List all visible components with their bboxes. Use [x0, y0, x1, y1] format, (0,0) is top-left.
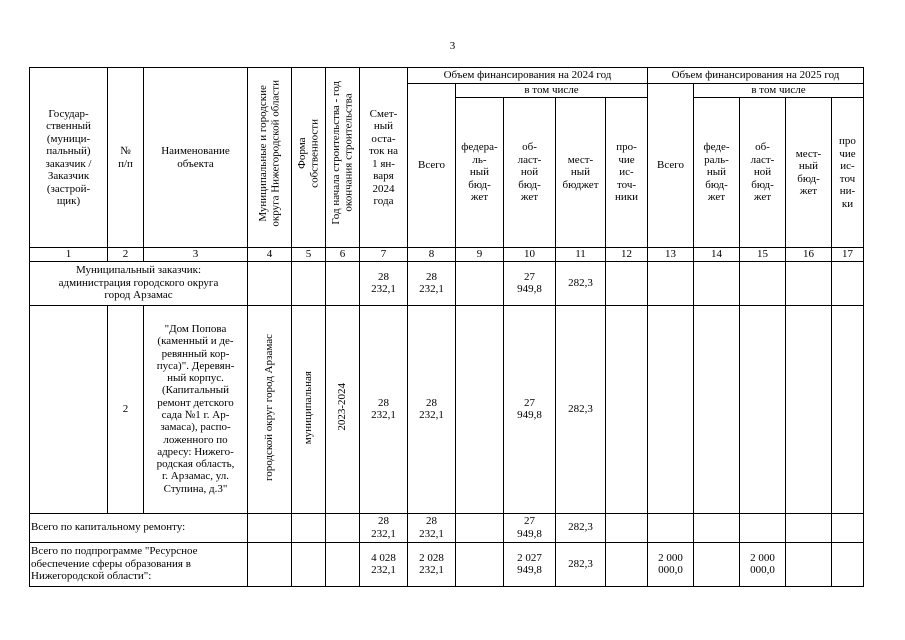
- object-name: "Дом Попова (каменный и де- ревянный кор- пуса)". Деревян- ный корпус. (Капитальный ремонт детского сада №1 г. Ар- замаса), распо- ложенного по адресу: Нижего- родская область, г. Арзамас, ул. Ступина, д.3": [144, 305, 248, 513]
- col-number: 2: [108, 248, 144, 262]
- header-other-2025: про чие ис- точ ни- ки: [832, 98, 864, 248]
- header-years-cell: [326, 68, 360, 248]
- header-regional-2025: об- ласт- ной бюд- жет: [740, 98, 786, 248]
- empty-cell: [740, 305, 786, 513]
- header-federal-2025: феде- раль- ный бюд- жет: [694, 98, 740, 248]
- empty-cell: [326, 513, 360, 542]
- col-number: 14: [694, 248, 740, 262]
- empty-cell: [786, 513, 832, 542]
- customer-row: [30, 261, 864, 305]
- empty-cell: [456, 542, 504, 586]
- col-number: 3: [144, 248, 248, 262]
- header-fin-2025: Объем финансирования на 2025 год: [648, 68, 864, 84]
- page-number: 3: [449, 40, 456, 52]
- cell-local-2024: 282,3: [556, 513, 606, 542]
- empty-cell: [648, 513, 694, 542]
- col-number: 4: [248, 248, 292, 262]
- header-municipality-cell: [248, 68, 292, 248]
- header-federal-2024: федера- ль- ный бюд- жет: [456, 98, 504, 248]
- header-ownership: Форма собственности: [296, 118, 321, 188]
- header-total-2025: Всего: [648, 84, 694, 248]
- col-number: 8: [408, 248, 456, 262]
- empty-cell: [740, 513, 786, 542]
- empty-cell: [248, 261, 292, 305]
- object-years-cell: [326, 305, 360, 513]
- cell-remaining: 4 028 232,1: [360, 542, 408, 586]
- header-local-2025: мест- ный бюд- жет: [786, 98, 832, 248]
- cell-remaining: 28 232,1: [360, 305, 408, 513]
- empty-cell: [740, 261, 786, 305]
- empty-cell: [30, 305, 108, 513]
- cell-regional-2024: 2 027 949,8: [504, 542, 556, 586]
- object-municipality-cell: [248, 305, 292, 513]
- cell-regional-2025: 2 000 000,0: [740, 542, 786, 586]
- cell-total-2024: 28 232,1: [408, 305, 456, 513]
- col-number: 5: [292, 248, 326, 262]
- empty-cell: [456, 305, 504, 513]
- empty-cell: [648, 261, 694, 305]
- empty-cell: [694, 261, 740, 305]
- col-number: 1: [30, 248, 108, 262]
- cell-total-2024: 2 028 232,1: [408, 542, 456, 586]
- col-number: 10: [504, 248, 556, 262]
- cell-remaining: 28 232,1: [360, 513, 408, 542]
- header-customer: Государ- ственный (муници- пальный) заказчик / Заказчик (застрой- щик): [30, 68, 108, 248]
- empty-cell: [648, 305, 694, 513]
- cell-total-2025: 2 000 000,0: [648, 542, 694, 586]
- empty-cell: [326, 542, 360, 586]
- empty-cell: [694, 513, 740, 542]
- header-object-name: Наименование объекта: [144, 68, 248, 248]
- cell-regional-2024: 27 949,8: [504, 261, 556, 305]
- cell-total-2024: 28 232,1: [408, 261, 456, 305]
- object-ownership: муниципальная: [302, 370, 315, 444]
- col-number: 6: [326, 248, 360, 262]
- empty-cell: [606, 542, 648, 586]
- total-capital-label: Всего по капитальному ремонту:: [30, 513, 248, 542]
- empty-cell: [832, 305, 864, 513]
- header-municipality: Муниципальные и городские округа Нижегородской области: [257, 79, 282, 227]
- header-including-2024: в том числе: [456, 84, 648, 98]
- empty-cell: [326, 261, 360, 305]
- empty-cell: [786, 305, 832, 513]
- header-fin-2024: Объем финансирования на 2024 год: [408, 68, 648, 84]
- empty-cell: [832, 261, 864, 305]
- header-total-2024: Всего: [408, 84, 456, 248]
- header-ownership-cell: [292, 68, 326, 248]
- header-other-2024: про- чие ис- точ- ники: [606, 98, 648, 248]
- col-number: 9: [456, 248, 504, 262]
- empty-cell: [606, 261, 648, 305]
- empty-cell: [456, 261, 504, 305]
- total-capital-row: [30, 513, 864, 542]
- cell-local-2024: 282,3: [556, 305, 606, 513]
- col-number: 16: [786, 248, 832, 262]
- cell-total-2024: 28 232,1: [408, 513, 456, 542]
- empty-cell: [606, 305, 648, 513]
- col-number: 11: [556, 248, 606, 262]
- cell-local-2024: 282,3: [556, 261, 606, 305]
- empty-cell: [606, 513, 648, 542]
- object-num: 2: [108, 305, 144, 513]
- empty-cell: [248, 513, 292, 542]
- col-number: 17: [832, 248, 864, 262]
- cell-remaining: 28 232,1: [360, 261, 408, 305]
- col-number: 7: [360, 248, 408, 262]
- customer-label: Муниципальный заказчик: администрация городского округа город Арзамас: [30, 261, 248, 305]
- empty-cell: [832, 513, 864, 542]
- header-regional-2024: об- ласт- ной бюд- жет: [504, 98, 556, 248]
- empty-cell: [248, 542, 292, 586]
- col-number: 13: [648, 248, 694, 262]
- col-number: 15: [740, 248, 786, 262]
- cell-regional-2024: 27 949,8: [504, 513, 556, 542]
- header-years: Год начала строительства - год окончания строительства: [330, 81, 355, 225]
- col-number: 12: [606, 248, 648, 262]
- empty-cell: [786, 542, 832, 586]
- empty-cell: [786, 261, 832, 305]
- object-ownership-cell: [292, 305, 326, 513]
- header-num: № п/п: [108, 68, 144, 248]
- empty-cell: [292, 261, 326, 305]
- header-local-2024: мест- ный бюджет: [556, 98, 606, 248]
- object-municipality: городской округ город Арзамас: [263, 333, 276, 481]
- empty-cell: [292, 542, 326, 586]
- empty-cell: [694, 305, 740, 513]
- financing-table: [29, 67, 864, 587]
- column-number-row: [30, 248, 864, 262]
- cell-regional-2024: 27 949,8: [504, 305, 556, 513]
- total-subprogram-row: [30, 542, 864, 586]
- empty-cell: [832, 542, 864, 586]
- empty-cell: [694, 542, 740, 586]
- object-row: [30, 305, 864, 513]
- empty-cell: [456, 513, 504, 542]
- header-remaining: Смет- ный оста- ток на 1 ян- варя 2024 года: [360, 68, 408, 248]
- total-subprogram-label: Всего по подпрограмме "Ресурсное обеспечение сферы образования в Нижегородской области":: [30, 542, 248, 586]
- empty-cell: [292, 513, 326, 542]
- header-including-2025: в том числе: [694, 84, 864, 98]
- object-years: 2023-2024: [336, 383, 349, 432]
- cell-local-2024: 282,3: [556, 542, 606, 586]
